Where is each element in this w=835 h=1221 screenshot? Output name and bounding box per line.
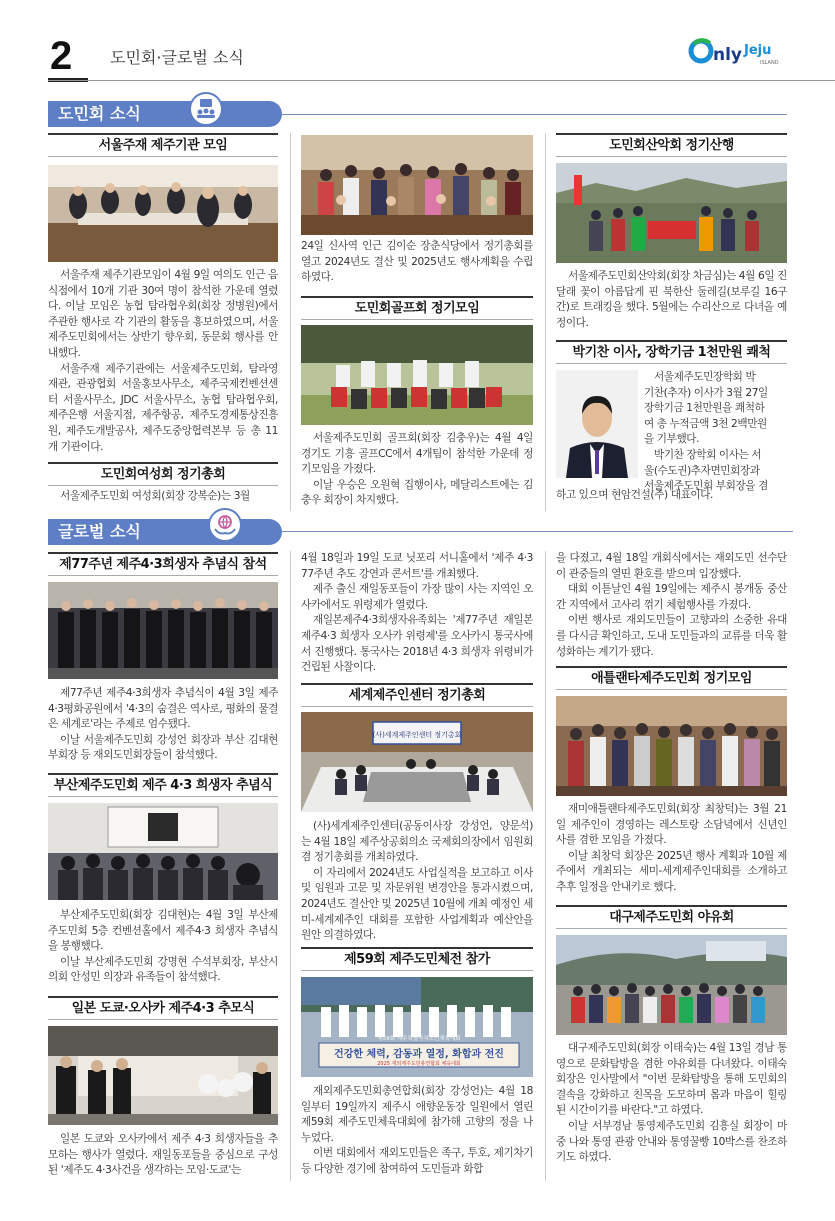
paragraph: 대회 이튿날인 4월 19일에는 제주시 봉개동 중산간 지역에서 고사리 꺾기 체험행사를 가졌다. [556, 583, 787, 611]
article-body-daegu [556, 1041, 787, 1181]
article-body-japan-cont [301, 551, 533, 677]
page-number: 2 [50, 34, 73, 78]
section-rule [282, 114, 787, 115]
article-body-busan [48, 908, 278, 986]
article-body-japan [48, 1132, 278, 1180]
text-line: 박기찬 장학회 이사는 서 [654, 448, 762, 461]
column-divider [545, 133, 546, 511]
svg-text:nly: nly [713, 45, 743, 65]
article-body-women [48, 489, 278, 505]
photo-busan-memorial [48, 803, 278, 900]
globe-hands-icon [208, 508, 242, 542]
paragraph: 재미애틀랜타제주도민회(회장 최창덕)는 3월 21일 제주인이 경영하는 레스토랑 소담녘에서 신년인사를 겸한 모임을 가졌다. [556, 803, 787, 847]
section-title-domin: 도민회 소식 [58, 104, 141, 123]
paragraph: 제77주년 제주4·3희생자 추념식이 4월 3일 제주4·3평화공원에서 '4·3의 숨결은 역사로, 평화의 물결은 세계로'라는 주제로 엄수됐다. [48, 687, 278, 731]
article-title-women: 도민회여성회 정기총회 [48, 462, 278, 486]
article-body-scholarship-tail [556, 488, 787, 504]
paragraph: 서울주재 제주기관모임이 4월 9일 여의도 인근 음식점에서 10개 기관 30여 명이 참석한 가운데 열렸다. 이날 모임은 농협 탐라협우회(회장 정병원)에서 주관한 행사로 각 기관의 활동을 홍보하였으며, 서울제주도민회에서는 상반기 향우회, 동문회 행사를 안내했다. [48, 269, 278, 359]
article-body-sports [301, 1084, 533, 1179]
photo-memorial77 [48, 582, 278, 679]
photo-sports-festival [301, 977, 533, 1077]
section-bar-global [48, 519, 282, 545]
only-jeju-logo [688, 33, 788, 73]
article-title-world-center: 세계제주인센터 정기총회 [301, 683, 533, 707]
paragraph: 재일본제주4·3희생자유족회는 '제77주년 재일본 제주4·3 희생자 오사카 위령제'를 오사카시 통국사에서 진행했다. 통국사는 2018년 4·3 희생자 위령비가 건립된 사찰이다. [301, 614, 533, 674]
photo-portrait-park [556, 370, 638, 478]
photo-golf-club [301, 325, 533, 425]
article-title-golf: 도민회골프회 정기모임 [301, 296, 533, 320]
text-line: 서울제주도민회 부회장을 겸 [644, 480, 768, 493]
text-line: 서울제주도민장학회 박 [654, 371, 756, 383]
article-body-scholarship-side [644, 370, 787, 495]
article-body-hiking [556, 269, 787, 333]
paragraph: 재외제주도민회총연합회(회장 강성언)는 4월 18일부터 19일까지 제주시 애향운동장 일원에서 열린 제59회 제주도민체육대회에 참가해 고향의 정을 나누었다. [301, 1085, 533, 1144]
paragraph: 이번 대회에서 재외도민들은 족구, 투호, 제기차기 등 다양한 경기에 참여하여 도민들과 화합 [301, 1147, 533, 1175]
header-rule [48, 80, 835, 81]
banner-line-top: 제59회 제주특별자치도민체육대회 [377, 1036, 461, 1042]
text-line: 장학기금 1천만원을 쾌척하 [644, 402, 765, 415]
paragraph: 이번 행사로 재외도민들이 고향과의 소중한 유대를 다시금 확인하고, 도내 도민들과의 교류를 더욱 활성화하는 계기가 됐다. [556, 614, 787, 658]
paragraph: 일본 도쿄와 오사카에서 제주 4·3 희생자들을 추모하는 행사가 열렸다. 재일동포들을 중심으로 구성된 '제주도 4·3사건을 생각하는 모임·도쿄'는 [48, 1133, 278, 1177]
paragraph: 24일 신사역 인근 김이순 장춘식당에서 정기총회를 열고 2024년도 결산 및 2025년도 행사계획을 수립하였다. [301, 240, 533, 284]
paragraph: 서울제주도민회 여성회(회장 강복순)는 3월 [60, 490, 250, 502]
text-line: 울(수도권)추자면민회장과 [644, 464, 760, 477]
article-title-sports: 제59회 제주도민체전 참가 [301, 947, 533, 971]
paragraph: 이날 우승은 오원혁 집행이사, 메달리스트에는 김충우 회장이 차지했다. [301, 478, 533, 507]
svg-text:Jeju: Jeju [744, 43, 772, 58]
photo-hiking-club [556, 163, 787, 263]
paragraph: 제주 출신 재일동포들이 가장 많이 사는 지역인 오사카에서도 위령제가 열렸다. [301, 583, 533, 611]
article-title-seoul-org: 서울주재 제주기관 모임 [48, 133, 278, 157]
page-section-title: 도민회·글로벌 소식 [110, 48, 244, 67]
text-line: 을 기부했다. [644, 433, 700, 446]
article-body-seoul-org [48, 268, 278, 455]
section-title-global: 글로벌 소식 [58, 522, 141, 541]
paragraph: 을 다졌고, 4월 18일 개회식에서는 재외도민 선수단이 관중들의 열띤 환호를 받으며 입장했다. [556, 552, 787, 580]
article-body-golf [301, 431, 533, 509]
photo-japan-memorial [48, 1026, 278, 1125]
paragraph: 대구제주도민회(회장 이태숙)는 4월 13일 경남 통영으로 문화탐방을 겸한 야유회를 다녀왔다. 이태숙 회장은 인사말에서 "이번 문화탐방을 통해 도민회의 결속을 강화하고 친목을 도모하며 몸과 마음이 힐링된 시간이기를 바란다."고 하였다. [556, 1042, 787, 1117]
article-body-memorial77 [48, 686, 278, 764]
paragraph: 서울제주도민회 골프회(회장 김충우)는 4월 4일 경기도 기흥 골프CC에서 4개팀이 참석한 가운데 정기모임을 가졌다. [301, 432, 533, 476]
text-line: 여 총 누적금액 3천 2백만원 [644, 417, 767, 430]
text-line: 기찬(추자) 이사가 3월 27일 [644, 386, 768, 399]
meeting-people-icon [189, 92, 223, 126]
paragraph: (사)세계제주인센터(공동이사장 강성언, 양문석)는 4월 18일 제주상공회의소 국제회의장에서 임원회 겸 정기총회를 개최하였다. [301, 820, 533, 864]
paragraph: 이날 서울제주도민회 강성언 회장과 부산 김대현 부회장 등 재외도민회장들이 참석했다. [48, 733, 278, 762]
article-body-world-center [301, 819, 533, 944]
section-bar-domin [48, 101, 282, 127]
paragraph: 이날 부산제주도민회 강명현 수석부회장, 부산시의회 안성민 의장과 유족들이 참석했다. [48, 955, 278, 984]
photo-banner-text: (사)세계제주인센터 정기총회 [372, 731, 462, 739]
article-title-memorial77: 제77주년 제주4·3희생자 추념식 참석 [48, 552, 278, 576]
photo-atlanta-meeting [556, 696, 787, 796]
paragraph: 이 자리에서 2024년도 사업실적을 보고하고 이사 및 임원과 고문 및 자문위원 변경안을 통과시켰으며, 2024년도 결산안 및 2025년 10월에 개최 예정인 세미-세계제주인 대회를 포함한 사업계획과 예산안을 원안 의결하였다. [301, 866, 533, 942]
banner-slogan: 건강한 체력, 감동과 열정, 화합과 전진 [334, 1049, 504, 1060]
photo-women-assembly [301, 135, 533, 235]
logo-sub-text: ISLAND [760, 60, 779, 66]
paragraph: 4월 18일과 19일 도쿄 닛포리 서니홀에서 '제주 4·3 77주년 추도 강연과 콘서트'를 개최했다. [301, 552, 533, 580]
banner-line-bottom: 2025 재외제주도민총연합회 체육대회 [377, 1061, 461, 1067]
column-divider [545, 551, 546, 1181]
article-title-hiking: 도민회산악회 정기산행 [556, 133, 787, 157]
article-title-scholarship: 박기찬 이사, 장학기금 1천만원 쾌척 [556, 340, 787, 364]
article-title-busan: 부산제주도민회 제주 4·3 희생자 추념식 [48, 773, 278, 797]
article-body-women-cont [301, 239, 533, 287]
text-line: 하고 있으며 현암건설(주) 대표이다. [556, 489, 714, 501]
photo-world-center-meeting [301, 712, 533, 812]
photo-daegu-picnic [556, 935, 787, 1035]
paragraph: 서울제주도민회산악회(회장 차금심)는 4월 6일 진달래 꽃이 아름답게 핀 북한산 둘레길(보루길 16구간)로 트래킹을 했다. 5월에는 수리산으로 다녀올 예정이다. [556, 270, 787, 329]
photo-seoul-org-meeting [48, 165, 278, 262]
article-title-daegu: 대구제주도민회 야유회 [556, 905, 787, 929]
article-body-sports-cont [556, 551, 787, 660]
article-body-atlanta [556, 802, 787, 897]
paragraph: 서울주재 제주기관에는 서울제주도민회, 탐라영재관, 관광협회 서울홍보사무소, 제주국제컨벤션센터 서울사무소, JDC 서울사무소, 농협 탐라협우회, 제주은행 서울지점, 제주항공, 제주도경제통상진흥원, 제주도개발공사, 제주도중앙협력본부 등 총 11개 기관이다. [48, 362, 278, 453]
column-divider [290, 133, 291, 511]
paragraph: 부산제주도민회(회장 김대현)는 4월 3일 부산제주도민회 5층 컨벤션홀에서 제주4·3 희생자 추념식을 봉행했다. [48, 909, 278, 953]
article-title-atlanta: 애틀랜타제주도민회 정기모임 [556, 666, 787, 690]
paragraph: 이날 서부경남 통영제주도민회 김흥실 회장이 마중 나와 통영 관광 안내와 통영꿀빵 10박스를 찬조하기도 하였다. [556, 1119, 787, 1164]
column-divider [290, 551, 291, 1181]
paragraph: 이날 최창덕 회장은 2025년 행사 계획과 10월 제주에서 개최되는 세미-세계제주인대회를 소개하고 추후 일정을 안내키로 했다. [556, 849, 787, 893]
section-rule [282, 531, 793, 532]
article-title-japan: 일본 도쿄·오사카 제주4·3 추모식 [48, 996, 278, 1020]
